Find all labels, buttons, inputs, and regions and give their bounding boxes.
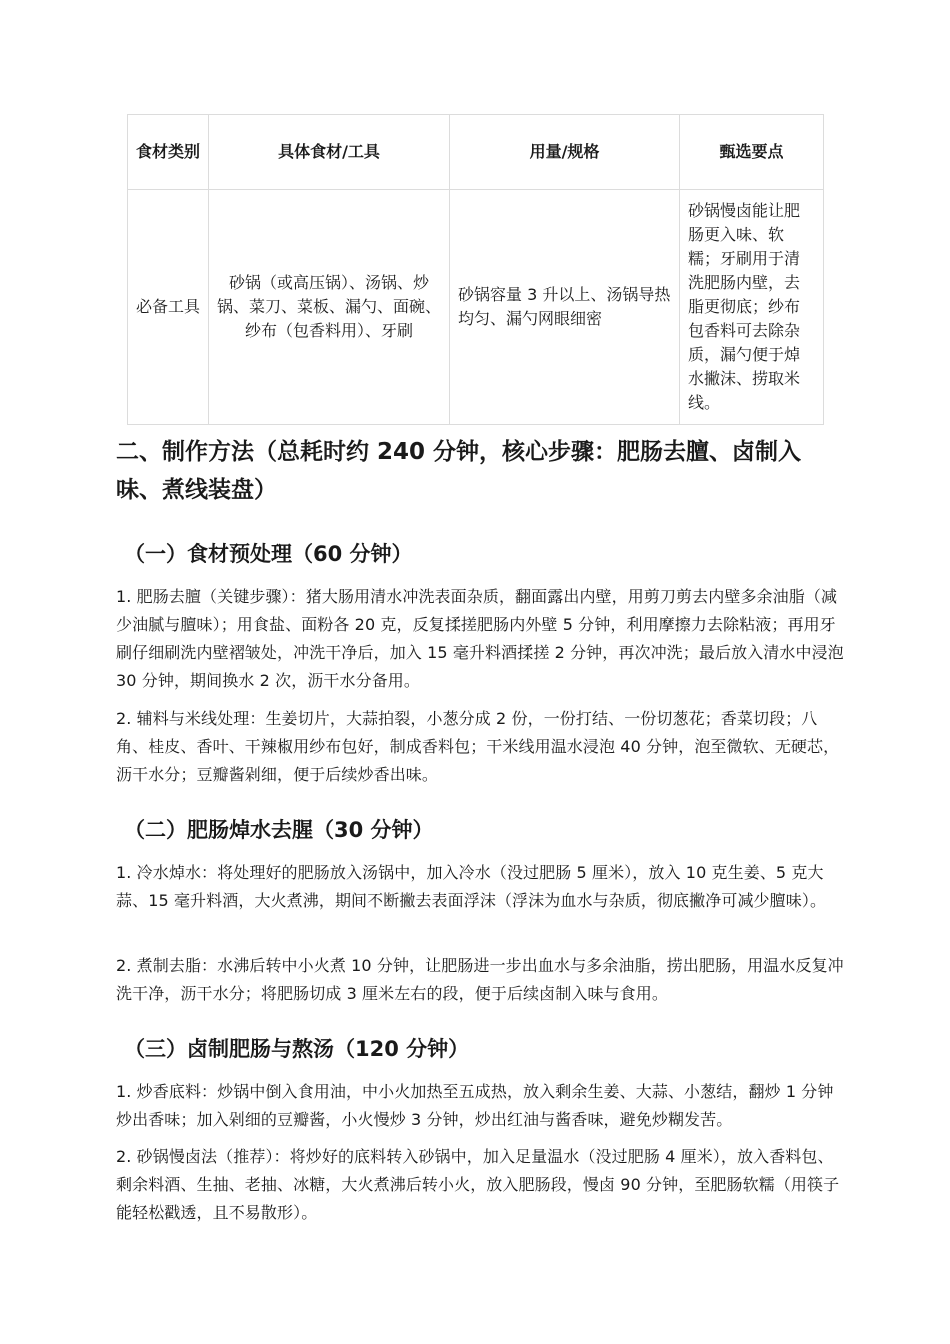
paragraph-2-2: 2. 煮制去脂：水沸后转中小火煮 10 分钟，让肥肠进一步出血水与多余油脂，捞出肥肠，用温水反复冲洗干净，沥干水分；将肥肠切成 3 厘米左右的段，便于后续卤制入味与食用。 xyxy=(116,956,844,1003)
cell-items: 砂锅（或高压锅）、汤锅、炒锅、菜刀、菜板、漏勺、面碗、纱布（包香料用）、牙刷 xyxy=(209,190,450,425)
table-header-row xyxy=(128,115,824,190)
tools-table xyxy=(127,114,824,425)
cell-tips: 砂锅慢卤能让肥肠更入味、软糯；牙刷用于清洗肥肠内壁，去脂更彻底；纱布包香料可去除杂质，漏勺便于焯水撇沫、捞取米线。 xyxy=(680,190,824,425)
paragraph-1-1: 1. 肥肠去膻（关键步骤）：猪大肠用清水冲洗表面杂质，翻面露出内壁，用剪刀剪去内壁多余油脂（减少油腻与膻味）；用食盐、面粉各 20 克，反复揉搓肥肠内外壁 5 分钟，利用摩擦力去除粘液；再用牙刷仔细刷洗内壁褶皱处，冲洗干净后，加入 15 毫升料酒揉搓 2 分钟，再次冲洗；最后放入清水中浸泡 30 分钟，期间换水 2 次，沥干水分备用。 xyxy=(116,587,844,690)
paragraph-2-1: 1. 冷水焯水：将处理好的肥肠放入汤锅中，加入冷水（没过肥肠 5 厘米），放入 10 克生姜、5 克大蒜、15 毫升料酒，大火煮沸，期间不断撇去表面浮沫（浮沫为血水与杂质，彻底撇净可减少膻味）。 xyxy=(116,863,827,910)
table-row xyxy=(128,190,824,425)
paragraph-3-1: 1. 炒香底料：炒锅中倒入食用油，中小火加热至五成热，放入剩余生姜、大蒜、小葱结，翻炒 1 分钟炒出香味；加入剁细的豆瓣酱，小火慢炒 3 分钟，炒出红油与酱香味，避免炒糊发苦。 xyxy=(116,1082,834,1129)
subsection-heading-3: （三）卤制肥肠与熬汤（120 分钟） xyxy=(124,1037,470,1061)
header-category: 食材类别 xyxy=(128,115,209,190)
subsection-heading-2: （二）肥肠焯水去腥（30 分钟） xyxy=(124,818,434,842)
header-tips: 甄选要点 xyxy=(680,115,824,190)
cell-spec: 砂锅容量 3 升以上、汤锅导热均匀、漏勺网眼细密 xyxy=(450,190,680,425)
paragraph-3-2: 2. 砂锅慢卤法（推荐）：将炒好的底料转入砂锅中，加入足量温水（没过肥肠 4 厘米），放入香料包、剩余料酒、生抽、老抽、冰糖，大火煮沸后转小火，放入肥肠段，慢卤 90 分钟，至肥肠软糯（用筷子能轻松戳透，且不易散形）。 xyxy=(116,1147,840,1222)
cell-category: 必备工具 xyxy=(128,190,209,425)
paragraph-1-2: 2. 辅料与米线处理：生姜切片，大蒜拍裂，小葱分成 2 份，一份打结、一份切葱花；香菜切段；八角、桂皮、香叶、干辣椒用纱布包好，制成香料包；干米线用温水浸泡 40 分钟，泡至微软、无硬芯，沥干水分；豆瓣酱剁细，便于后续炒香出味。 xyxy=(116,709,840,784)
section-heading: 二、制作方法（总耗时约 240 分钟，核心步骤：肥肠去膻、卤制入味、煮线装盘） xyxy=(116,439,802,503)
subsection-heading-1: （一）食材预处理（60 分钟） xyxy=(124,542,413,566)
header-items: 具体食材/工具 xyxy=(209,115,450,190)
header-spec: 用量/规格 xyxy=(450,115,680,190)
